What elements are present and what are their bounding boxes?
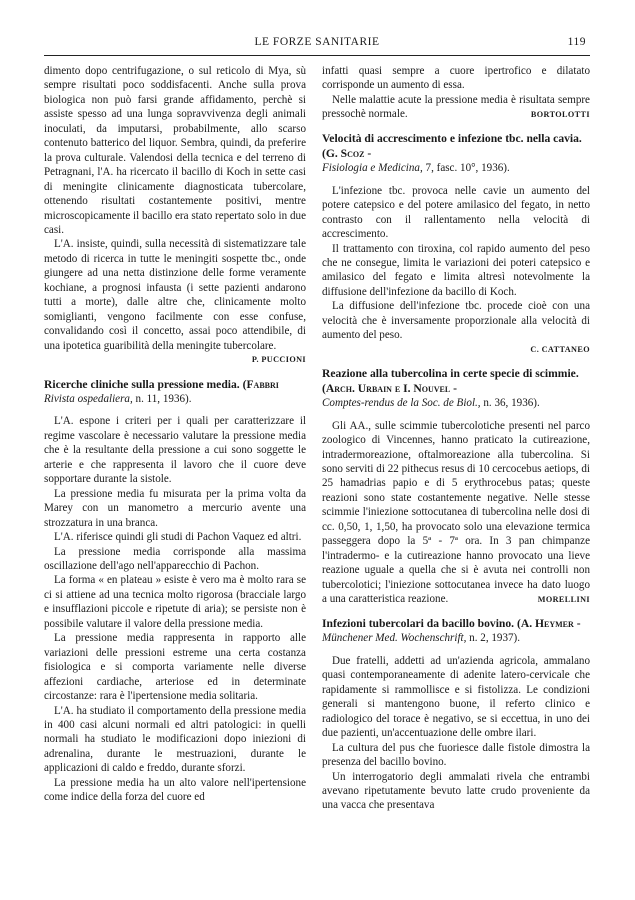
paragraph: La forma « en plateau » esiste è vero ma è molto rara se ci si attiene ad una tecnica molto rigorosa (bracciale largo e insufflazioni piccole e ripetute di aria); se persiste non è possibile valutare il valore della pressione media. [44, 574, 306, 630]
article-author: (A. Heymer - [516, 616, 581, 630]
header-rule [44, 55, 590, 56]
paragraph: Due fratelli, addetti ad un'azienda agricola, ammalano quasi contemporaneamente di adenite latero-cervicale che rapidamente si rammollisce e si fistolizza. Le condizioni generali si mantengono buone, il referto clinico e radiologico del torace è negativo, se si eccettua, in uno dei due pazienti, un'accentuazione delle ombre ilari. [322, 654, 590, 740]
article-reference [322, 631, 590, 645]
paragraph: La pressione media rappresenta in rapporto alle variazioni delle pressioni estreme una certa costanza fisiologica e si comporta variamente nelle diverse affezioni cardiache, arteriose ed in determinate circostanze: rara è l'ipertensione media solitaria. [44, 632, 306, 703]
article-title [322, 367, 590, 396]
journal-title: LE FORZE SANITARIE [254, 36, 380, 48]
article-title-text: Reazione alla tubercolina in certe specie di scimmie. [322, 367, 579, 381]
article-title [322, 132, 590, 161]
paragraph: Gli AA., sulle scimmie tubercolotiche presenti nel parco zoologico di Vincennes, hanno praticato la cutireazione, intradermoreazione, oftalmoreazione alla tubercolina. Si sono serviti di 22 pithecus resus di 10 cercocebus aetiops, di 25 hamadrias papio e di 5 erythrocebus patas; queste reazioni sono state costantemente negative. Nelle stesse scimmie l'iniezione sottocutanea di tubercolina nelle dosi di cc. 0,50, 1, 1,50, ha provocato solo una elevazione termica passeggera dopo la 5ª - 7ª ora. In 3 pan chimpanze l'intradermo- e la cutireazione hanno provocato una lieve reazione uguale a quella che si è avuta nei controlli non tubercolotici; l'iniezione sottocutanea invece ha dato luogo a una caratteristica reazione. [322, 419, 590, 606]
right-column [322, 64, 590, 813]
paragraph: La cultura del pus che fuoriesce dalle fistole dimostra la presenza del bacillo bovino. [322, 741, 590, 769]
article-reference [322, 396, 590, 410]
paragraph: Un interrogatorio degli ammalati rivela che entrambi avevano ripetutamente bevuto latte crudo proveniente da una vacca che presentava [322, 770, 590, 812]
paragraph: infatti quasi sempre a cuore ipertrofico e dilatato corrisponde un aumento di essa. [322, 65, 590, 92]
reference-details: n. 11, 1936). [135, 393, 192, 406]
paragraph: La pressione media corrisponde alla massima oscillazione dell'ago nell'apparecchio di Pachon. [44, 545, 306, 572]
paragraph: L'A. riferisce quindi gli studi di Pachon Vaquez ed altri. [54, 531, 302, 544]
author-signature: C. CATTANEO [530, 344, 590, 354]
article-author: (G. Scoz - [322, 146, 372, 160]
paragraph: L'A. ha studiato il comportamento della pressione media in 400 casi alcuni normali ed altri patologici: in quelli normali ha studiato le modificazioni dopo iniezioni di adrenalina, durante le mestruazioni, durante le applicazioni di caldo e freddo, durante sforzi. [44, 704, 306, 775]
running-header [44, 36, 590, 52]
article-title-text: Ricerche cliniche sulla pressione media. [44, 377, 240, 391]
article-title-text: Velocità di accrescimento e infezione tbc. nella cavia. [322, 132, 582, 146]
journal-name: Fisiologia e Medicina, [322, 162, 423, 175]
reference-details: 7, fasc. 10°, 1936). [425, 162, 510, 175]
article-reference [322, 161, 590, 175]
article-reference [44, 392, 306, 406]
article-title [44, 378, 306, 393]
journal-name: Münchener Med. Wochenschrift, [322, 632, 467, 645]
paragraph: dimento dopo centrifugazione, o sul reticolo di Mya, sù sempre risultati poco soddisfacenti. Anche sulla prova biologica non può farsi grande affidamento, perchè si assiste spesso ad una lunga sopravvivenza degli animali inoculati, da imputarsi, probabilmente, allo scarso contenuto batterico del liquor. Sembra, quindi, da preferire la prova culturale. Valendosi della tecnica e del terreno di Petragnani, l'A. ha ricercato il bacillo di Koch in sette casi di meningite clinicamente diagnosticata tubercolare, ottenendo risultati costantemente positivi, mentre microscopicamente il bacillo era stato repertato solo in due casi. [44, 65, 306, 236]
journal-name: Comptes-rendus de la Soc. de Biol., [322, 397, 481, 410]
reference-details: n. 2, 1937). [469, 632, 521, 645]
paragraph: L'A. espone i criteri per i quali per caratterizzare il regime vascolare è necessario valutare la pressione media che è la resultante della pressione a cui sono soggette le arterie e che rappresenta il lavoro che il cuore deve sopportare durante la sistole. [44, 415, 306, 486]
author-signature: P. PUCCIONI [251, 355, 306, 365]
article-title [322, 617, 590, 632]
author-signature: BORTOLOTTI [530, 109, 590, 119]
page-number: 119 [567, 36, 586, 48]
paragraph: Il trattamento con tiroxina, col rapido aumento del peso che ne consegue, limita le variazioni dei poteri catepsico e amilasico del fegato e limita altresì notevolmente la diffusione dell'infezione da bacillo di Koch. [322, 242, 590, 298]
paragraph: La diffusione dell'infezione tbc. procede cioè con una velocità che è inversamente proporzionale alla velocità di aumento del peso. [322, 300, 590, 342]
paragraph: Nelle malattie acute la pressione media è risultata sempre pressochè normale. [322, 93, 590, 121]
article-title-text: Infezioni tubercolari da bacillo bovino. [322, 616, 515, 630]
left-column [44, 64, 306, 805]
paragraph: L'A. insiste, quindi, sulla necessità di sistematizzare tale metodo di ricerca in tutte le meningiti sospette tbc., onde giungere ad una netta distinzione delle forme veramente kochiane, a prognosi infausta (i sette pazienti andarono tutti a morte), dalle altre che, clinicamente molto somiglianti, vengono facilmente con esse confuse, convalidando così il concetto, assai poco attendibile, di una ipotetica guaribilità della meningite tubercolare. [44, 238, 306, 352]
article-author: (Arch. Urbain e I. Nouvel - [322, 381, 457, 395]
paragraph: L'infezione tbc. provoca nelle cavie un aumento del potere catepsico e del potere amilasico del fegato, in netto contrasto con il rallentamento nella velocità di accrescimento. [322, 184, 590, 241]
article-author: (Fabbri [242, 377, 279, 391]
paragraph: La pressione media fu misurata per la prima volta da Marey con un manometro a mercurio avente una strozzatura in una branca. [44, 487, 306, 529]
paragraph: La pressione media ha un alto valore nell'ipertensione come indice della forza del cuore ed [44, 776, 306, 804]
author-signature: MORELLINI [537, 594, 590, 604]
journal-name: Rivista ospedaliera, [44, 393, 133, 406]
reference-details: n. 36, 1936). [483, 397, 540, 410]
